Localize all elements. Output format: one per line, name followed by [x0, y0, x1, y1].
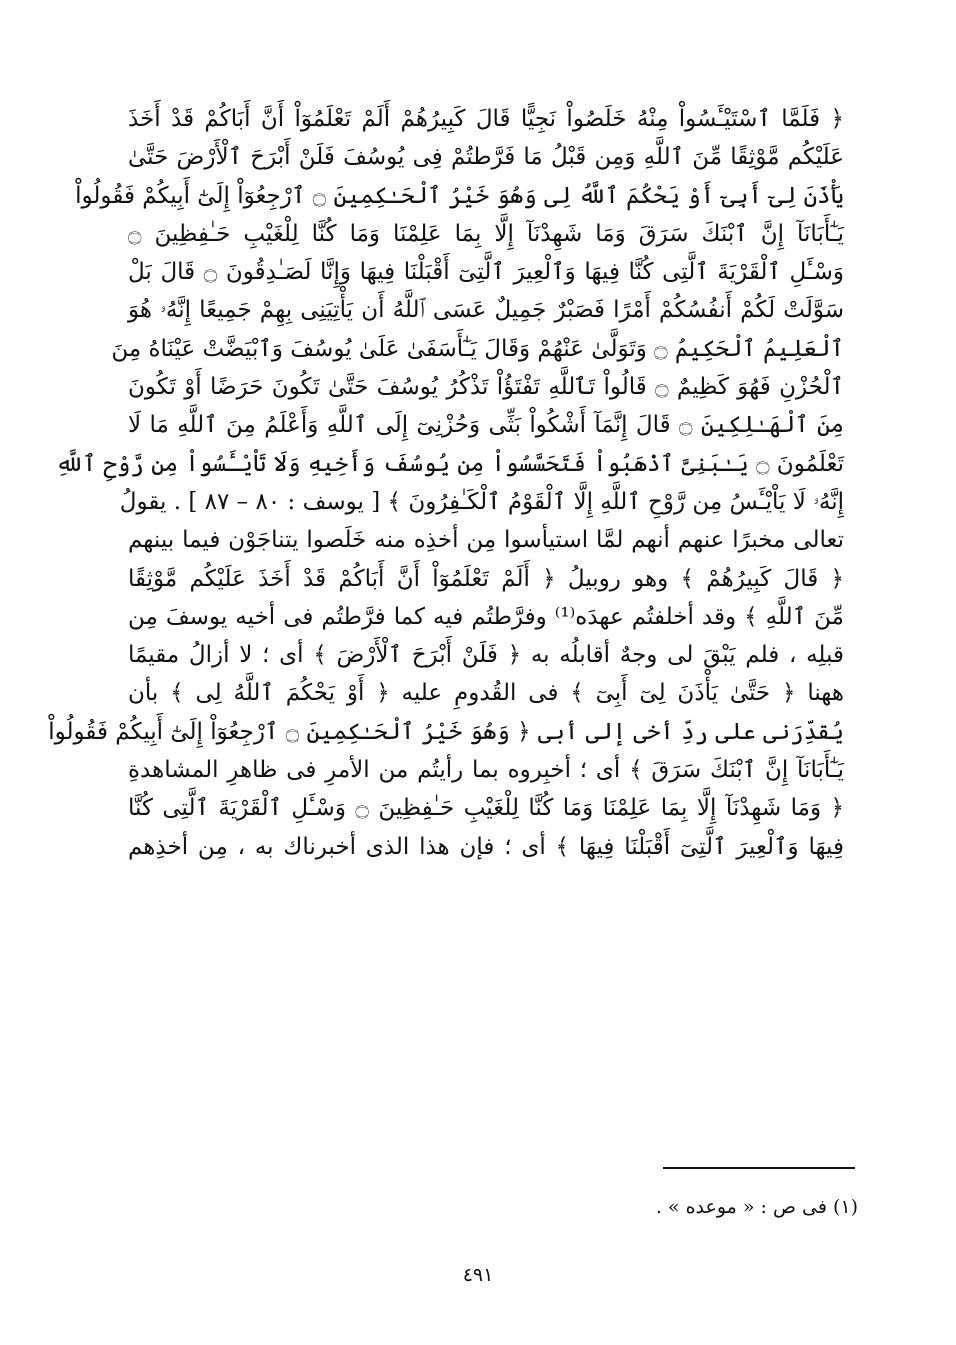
- text-line: وَسْـَٔلِ ٱلْقَرْيَةَ ٱلَّتِى كُنَّا فِيهَا وَٱلْعِيرَ ٱلَّتِىٓ أَقْبَلْنَا فِيهَا وَإِنَّا لَصَـٰدِقُونَ ۝ قَالَ بَلْ: [128, 259, 844, 286]
- text-line: إِنَّهُۥ لَا يَاْيْـَٔسُ مِن رَّوْحِ ٱللَّهِ إِلَّا ٱلْقَوْمُ ٱلْكَـٰفِرُونَ ﴾ [ يوسف : ٨٠ – ٨٧ ] . يقولُ: [119, 488, 844, 515]
- footnote-separator: [663, 1167, 855, 1169]
- text-line: سَوَّلَتْ لَكُمْ أَنفُسُكُمْ أَمْرًا فَصَبْرٌ جَمِيلٌ عَسَى ٱللَّهُ أَن يَأْتِيَنِى بِهِمْ جَمِيعًا إِنَّهُۥ هُوَ: [128, 297, 844, 324]
- text-line: ههنا ﴿ حَتَّىٰ يَأْذَنَ لِىٓ أَبِىٓ ﴾ فى القُدومِ عليه ﴿ أَوْ يَحْكُمَ ٱللَّهُ لِى ﴾ بأن: [128, 680, 844, 707]
- text-line: مِّنَ ٱللَّهِ ﴾ وقد أخلفتُم عهدَه⁽¹⁾ وفرَّطتُم فيه كما فرَّطتُم فى أخيه يوسفَ مِن: [128, 603, 844, 630]
- text-line: يُقدِّرَنى على ردِّ أخى إلى أبى ﴿ وَهُوَ خَيْرُ ٱلْحَـٰكِمِينَ ۝ ٱرْجِعُوٓاْ إِلَىٰٓ أَبِيكُمْ فَقُولُواْ: [48, 718, 844, 745]
- text-line: قبلِه ، فلم يَبْقَ لى وجهٌ أقابلُه به ﴿ فَلَنْ أَبْرَحَ ٱلْأَرْضَ ﴾ أى ؛ لا أزالُ مقيمًا: [128, 642, 844, 669]
- main-text-block: [48, 100, 844, 866]
- text-line: ٱلْعَلِيمُ ٱلْحَكِيمُ ۝ وَتَوَلَّىٰ عَنْهُمْ وَقَالَ يَـٰٓأَسَفَىٰ عَلَىٰ يُوسُفَ وَٱبْيَضَّتْ عَيْنَاهُ مِنَ: [111, 335, 844, 362]
- footnote: (١) فى ص : « موعده » .: [655, 1196, 858, 1218]
- text-line: تَعْلَمُونَ ۝ يَـٰبَنِىَّ ٱذْهَبُواْ فَتَحَسَّسُواْ مِن يُوسُفَ وَأَخِيهِ وَلَا تَاْيْـَٔسُواْ مِن رَّوْحِ ٱللَّهِ: [55, 450, 844, 477]
- text-line: يَأْذَنَ لِىٓ أَبِىٓ أَوْ يَحْكُمَ ٱللَّهُ لِى وَهُوَ خَيْرُ ٱلْحَـٰكِمِينَ ۝ ٱرْجِعُوٓاْ إِلَىٰٓ أَبِيكُمْ فَقُولُواْ: [75, 182, 844, 209]
- text-line: يَـٰٓأَبَانَآ إِنَّ ٱبْنَكَ سَرَقَ ﴾ أى ؛ أخبِروه بما رأيتُم من الأمرِ فى ظاهرِ المشاهدةِ: [128, 757, 844, 784]
- text-line: عَلَيْكُم مَّوْثِقًا مِّنَ ٱللَّهِ وَمِن قَبْلُ مَا فَرَّطتُمْ فِى يُوسُفَ فَلَنْ أَبْرَحَ ٱلْأَرْضَ حَتَّىٰ: [128, 144, 844, 171]
- text-line: مِنَ ٱلْهَـٰلِكِينَ ۝ قَالَ إِنَّمَآ أَشْكُواْ بَثِّى وَحُزْنِىٓ إِلَى ٱللَّهِ وَأَعْلَمُ مِنَ ٱللَّهِ مَا لَا: [128, 412, 844, 439]
- text-line: يَـٰٓأَبَانَآ إِنَّ ٱبْنَكَ سَرَقَ وَمَا شَهِدْنَآ إِلَّا بِمَا عَلِمْنَا وَمَا كُنَّا لِلْغَيْبِ حَـٰفِظِينَ ۝: [128, 220, 844, 247]
- text-line: فِيهَا وَٱلْعِيرَ ٱلَّتِىٓ أَقْبَلْنَا فِيهَا ﴾ أى ؛ فإن هذا الذى أخبرناك به ، مِن أخذِهم: [128, 833, 844, 860]
- text-line: تعالى مخبرًا عنهم أنهم لمَّا استيأسوا مِن أخذِه منه خَلَصوا يتناجَوْن فيما بينهم: [128, 527, 844, 554]
- text-line: ﴿ قَالَ كَبِيرُهُمْ ﴾ وهو روبيلُ ﴿ أَلَمْ تَعْلَمُوٓاْ أَنَّ أَبَاكُمْ قَدْ أَخَذَ عَلَيْكُم مَّوْثِقًا: [128, 565, 844, 592]
- text-line: ﴿ فَلَمَّا ٱسْتَيْـَٔسُواْ مِنْهُ خَلَصُواْ نَجِيًّا قَالَ كَبِيرُهُمْ أَلَمْ تَعْلَمُوٓاْ أَنَّ أَبَاكُمْ قَدْ أَخَذَ: [128, 106, 844, 132]
- page-number: ٤٩١: [462, 1264, 494, 1286]
- text-line: ٱلْحُزْنِ فَهُوَ كَظِيمٌ ۝ قَالُواْ تَٱللَّهِ تَفْتَؤُاْ تَذْكُرُ يُوسُفَ حَتَّىٰ تَكُونَ حَرَضًا أَوْ تَكُونَ: [128, 374, 844, 401]
- text-line: ﴿ وَمَا شَهِدْنَآ إِلَّا بِمَا عَلِمْنَا وَمَا كُنَّا لِلْغَيْبِ حَـٰفِظِينَ ۝ وَسْـَٔلِ ٱلْقَرْيَةَ ٱلَّتِى كُنَّا: [128, 795, 844, 822]
